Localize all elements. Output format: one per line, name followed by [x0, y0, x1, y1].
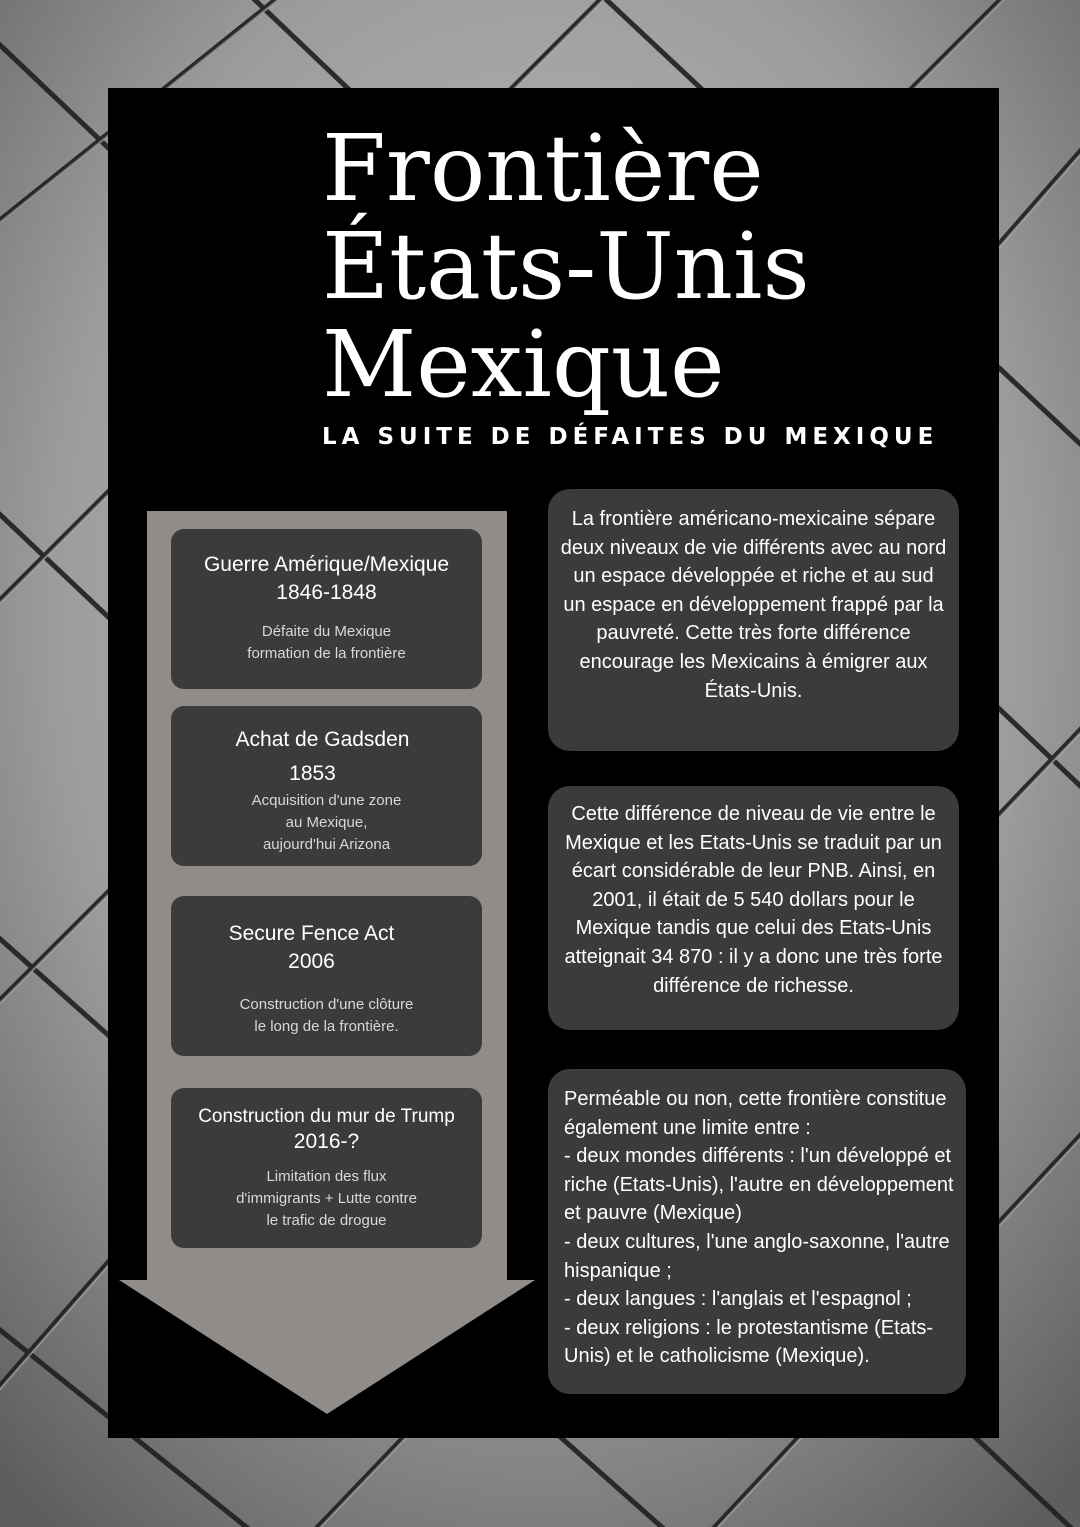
page-title: [322, 115, 982, 418]
event-description: Défaite du Mexique formation de la frontière: [247, 623, 406, 662]
info-box-living-standards: [548, 489, 959, 751]
info-text: La frontière américano-mexicaine sépare deux niveaux de vie différents avec au nord un espace développée et riche et au sud un espace en développement frappé par la pauvreté. Cette très forte différence encourage les Mexicains à émigrer aux États-Unis.: [560, 508, 947, 702]
timeline-event-3: [171, 896, 482, 1056]
event-name: Guerre Amérique/Mexique: [203, 553, 450, 576]
title-line: Mexique: [322, 311, 725, 418]
event-description: Limitation des flux d'immigrants + Lutte contre le trafic de drogue: [236, 1168, 417, 1229]
info-box-gnp: [548, 786, 959, 1030]
info-text: Cette différence de niveau de vie entre le Mexique et les Etats-Unis se traduit par un écart considérable de leur PNB. Ainsi, en 2001, il était de 5 540 dollars pour le Mexique tandis que celui des Etats-Unis atteignait 34 870 : il y a donc une très forte différence de richesse.: [564, 803, 943, 997]
event-description: Construction d'une clôture le long de la frontière.: [239, 996, 414, 1035]
event-name: Secure Fence Act: [228, 922, 395, 945]
info-box-boundary-differences: [548, 1069, 966, 1394]
event-year: 1846-1848: [276, 581, 377, 604]
event-year: 2006: [288, 950, 335, 973]
subtitle: LA SUITE DE DÉFAITES DU MEXIQUE: [322, 424, 939, 450]
timeline-event-4: [171, 1088, 482, 1248]
timeline-event-1: [171, 529, 482, 689]
title-line: États-Unis: [322, 213, 810, 320]
event-name: Construction du mur de Trump: [198, 1106, 455, 1127]
event-year: 1853: [289, 762, 336, 785]
event-description: Acquisition d'une zone au Mexique, aujourd'hui Arizona: [251, 792, 402, 853]
timeline-event-2: [171, 706, 482, 866]
event-name: Achat de Gadsden: [235, 728, 410, 751]
title-line: Frontière: [322, 115, 764, 222]
event-year: 2016-?: [293, 1130, 360, 1153]
info-text: Perméable ou non, cette frontière constitue également une limite entre : - deux mondes différents : l'un développé et riche (Etats-Unis), l'autre en développement et pauvre (Mexique) - deux cultures, l'une anglo-saxonne, l'autre hispanique ; - deux langues : l'anglais et l'espagnol ; - deux religions : le protestantisme (Etats-Unis) et le catholicisme (Mexique).: [564, 1088, 954, 1368]
